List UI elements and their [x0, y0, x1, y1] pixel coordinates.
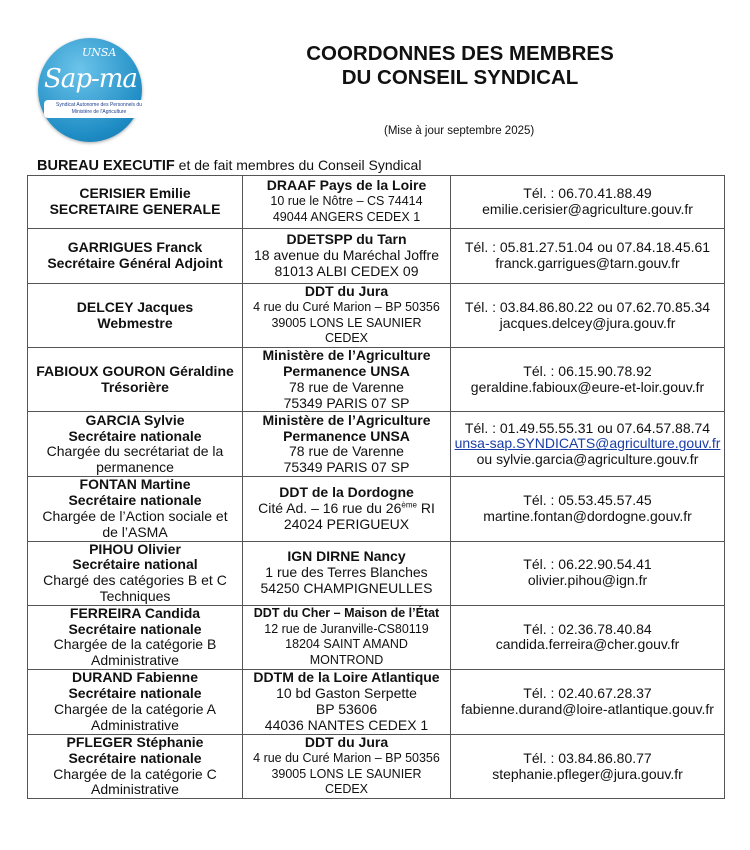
cell-line: Cité Ad. – 16 rue du 26ème RI — [258, 500, 435, 517]
table-row — [28, 284, 725, 348]
cell-line: Tél. : 06.70.41.88.49 — [523, 185, 652, 202]
table-row — [28, 605, 725, 669]
cell-line: BP 53606 — [315, 700, 378, 717]
cell-line: Secrétaire nationale — [68, 620, 202, 637]
cell-line: olivier.pihou@ign.fr — [527, 572, 648, 589]
cell-line: de l’ASMA — [102, 523, 168, 540]
table-row — [28, 176, 725, 229]
cell-line: 18 avenue du Maréchal Joffre — [254, 247, 439, 264]
address-cell — [243, 477, 451, 541]
cell-line: DDT de la Dordogne — [279, 484, 414, 501]
address-cell — [243, 669, 451, 734]
cell-line: Secrétaire national — [72, 556, 198, 573]
cell-line: IGN DIRNE Nancy — [287, 548, 406, 565]
logo-subtitle: Syndicat Autonome des Personnels du Ministère de l'Agriculture — [44, 100, 154, 118]
cell-line: Secrétaire nationale — [68, 749, 202, 766]
contact-cell — [451, 734, 725, 798]
cell-line: 39005 LONS LE SAUNIER — [271, 766, 422, 781]
address-cell — [243, 229, 451, 284]
cell-line: 54250 CHAMPIGNEULLES — [260, 580, 433, 597]
contact-cell — [451, 348, 725, 412]
member-name-cell — [28, 477, 243, 541]
cell-line: Tél. : 03.84.86.80.77 — [523, 749, 652, 766]
table-row — [28, 412, 725, 477]
cell-line: jacques.delcey@jura.gouv.fr — [499, 314, 676, 331]
cell-line: 18204 SAINT AMAND — [285, 637, 408, 652]
cell-line: FERREIRA Candida — [69, 604, 201, 621]
cell-line: FONTAN Martine — [79, 476, 191, 493]
cell-line: Administrative — [91, 716, 179, 733]
superscript: ème — [401, 500, 417, 510]
cell-line: Tél. : 06.22.90.54.41 — [523, 556, 652, 573]
cell-line: emilie.cerisier@agriculture.gouv.fr — [482, 201, 693, 217]
address-cell — [243, 176, 451, 229]
cell-line: Chargée de la catégorie A — [54, 700, 216, 717]
member-name-cell — [28, 605, 243, 669]
cell-line: 4 rue du Curé Marion – BP 50356 — [253, 750, 440, 765]
address-cell — [243, 284, 451, 348]
cell-line: Techniques — [99, 587, 171, 604]
cell-line: Secrétaire nationale — [68, 685, 202, 702]
cell-line: Ministère de l’Agriculture — [262, 347, 431, 364]
cell-line: Tél. : 05.53.45.57.45 — [523, 492, 652, 509]
cell-line: Secrétaire Général Adjoint — [47, 255, 223, 271]
cell-line: 49044 ANGERS CEDEX 1 — [272, 209, 421, 224]
contact-cell — [451, 284, 725, 348]
title-line-1: COORDONNES DES MEMBRES — [306, 42, 614, 65]
contact-cell — [451, 176, 725, 229]
member-name-cell — [28, 176, 243, 229]
cell-line: 75349 PARIS 07 SP — [283, 459, 410, 476]
cell-line: Chargée de la catégorie B — [53, 636, 217, 653]
logo-unsa: UNSA — [82, 46, 117, 59]
cell-line: DDT du Cher – Maison de l’État — [253, 605, 440, 620]
cell-line: 10 rue le Nôtre – CS 74414 — [270, 194, 423, 209]
cell-line: Tél. : 01.49.55.55.31 ou 07.64.57.88.74 — [464, 419, 711, 436]
member-name-cell — [28, 229, 243, 284]
address-cell — [243, 412, 451, 477]
cell-line: candida.ferreira@cher.gouv.fr — [495, 636, 680, 653]
contact-cell — [451, 669, 725, 734]
cell-line: PFLEGER Stéphanie — [66, 733, 204, 750]
members-table — [27, 175, 725, 799]
cell-line: 81013 ALBI CEDEX 09 — [274, 262, 419, 279]
cell-line: Secrétaire nationale — [68, 492, 202, 509]
cell-line: SECRETAIRE GENERALE — [49, 201, 221, 217]
cell-line: MONTROND — [309, 653, 384, 668]
cell-line: Ministère de l’Agriculture — [262, 411, 431, 428]
cell-line: FABIOUX GOURON Géraldine — [36, 362, 234, 379]
cell-line: fabienne.durand@loire-atlantique.gouv.fr — [461, 700, 714, 717]
title-line-2: DU CONSEIL SYNDICAL — [341, 66, 579, 89]
cell-line: Webmestre — [97, 314, 173, 331]
cell-line: 44036 NANTES CEDEX 1 — [264, 716, 429, 733]
cell-line: Administrative — [91, 781, 179, 798]
cell-line: Chargé des catégories B et C — [43, 572, 227, 589]
cell-line: DDT du Jura — [304, 733, 389, 750]
cell-line: 78 rue de Varenne — [289, 378, 404, 395]
cell-line: Chargée de l’Action sociale et — [42, 507, 228, 524]
cell-line: 75349 PARIS 07 SP — [283, 394, 410, 411]
cell-line: DDTM de la Loire Atlantique — [253, 669, 440, 686]
member-name-cell — [28, 284, 243, 348]
cell-line: 1 rue des Terres Blanches — [265, 564, 428, 581]
cell-line: 12 rue de Juranville-CS80119 — [264, 621, 429, 636]
cell-line: Trésorière — [101, 378, 169, 395]
email-link[interactable]: unsa-sap.SYNDICATS@agriculture.gouv.fr — [454, 435, 721, 452]
logo-name: Sap-ma — [44, 64, 137, 94]
contact-cell — [451, 605, 725, 669]
cell-line: Permanence UNSA — [283, 427, 410, 444]
cell-line: ou sylvie.garcia@agriculture.gouv.fr — [476, 451, 699, 468]
member-name-cell — [28, 669, 243, 734]
cell-line: PIHOU Olivier — [89, 540, 181, 557]
table-row — [28, 477, 725, 541]
cell-line: geraldine.fabioux@eure-et-loir.gouv.fr — [470, 378, 705, 395]
contact-cell — [451, 229, 725, 284]
cell-line: 10 bd Gaston Serpette — [276, 685, 417, 702]
member-name-cell — [28, 348, 243, 412]
cell-line: Chargée de la catégorie C — [53, 765, 217, 782]
cell-line: Tél. : 02.36.78.40.84 — [523, 620, 652, 637]
contact-cell — [451, 412, 725, 477]
section-heading — [37, 157, 421, 174]
cell-line: DRAAF Pays de la Loire — [266, 177, 427, 194]
contact-cell — [451, 477, 725, 541]
address-cell — [243, 541, 451, 605]
member-name-cell — [28, 541, 243, 605]
cell-line: DELCEY Jacques — [76, 298, 194, 315]
update-date: (Mise à jour septembre 2025) — [384, 125, 535, 137]
cell-line: CEDEX — [324, 782, 369, 797]
address-cell — [243, 734, 451, 798]
table-row — [28, 348, 725, 412]
cell-line: franck.garrigues@tarn.gouv.fr — [495, 255, 680, 271]
cell-line: 24024 PERIGUEUX — [283, 515, 410, 532]
page-title — [250, 42, 670, 90]
cell-line: GARRIGUES Franck — [67, 239, 203, 256]
cell-line: Secrétaire nationale — [68, 427, 202, 444]
cell-line: Tél. : 05.81.27.51.04 ou 07.84.18.45.61 — [464, 239, 711, 256]
member-name-cell — [28, 412, 243, 477]
address-cell — [243, 605, 451, 669]
table-row — [28, 734, 725, 798]
cell-line: stephanie.pfleger@jura.gouv.fr — [492, 765, 683, 782]
cell-line: Tél. : 02.40.67.28.37 — [523, 685, 652, 702]
cell-line: Permanence UNSA — [283, 362, 410, 379]
cell-line: DURAND Fabienne — [71, 669, 198, 686]
cell-line: permanence — [96, 459, 174, 476]
member-name-cell — [28, 734, 243, 798]
table-row — [28, 669, 725, 734]
table-row — [28, 229, 725, 284]
cell-line: Tél. : 03.84.86.80.22 ou 07.62.70.85.34 — [464, 298, 711, 315]
cell-line: 4 rue du Curé Marion – BP 50356 — [253, 299, 440, 314]
address-cell — [243, 348, 451, 412]
cell-line: 78 rue de Varenne — [289, 443, 404, 460]
cell-line: CERISIER Emilie — [79, 185, 191, 202]
cell-line: DDETSPP du Tarn — [286, 231, 407, 248]
cell-line: DDT du Jura — [304, 283, 389, 299]
cell-line: CEDEX — [324, 331, 369, 346]
contact-cell — [451, 541, 725, 605]
cell-line: 39005 LONS LE SAUNIER — [271, 315, 422, 330]
section-bold: BUREAU EXECUTIF — [37, 158, 175, 174]
cell-line: GARCIA Sylvie — [85, 411, 185, 428]
cell-line: Tél. : 06.15.90.78.92 — [523, 362, 652, 379]
cell-line: Chargée du secrétariat de la — [46, 443, 224, 460]
table-row — [28, 541, 725, 605]
section-rest: et de fait membres du Conseil Syndical — [174, 157, 422, 173]
cell-line: martine.fontan@dordogne.gouv.fr — [483, 507, 692, 524]
sapma-logo — [38, 38, 142, 142]
cell-line: Administrative — [91, 652, 179, 669]
